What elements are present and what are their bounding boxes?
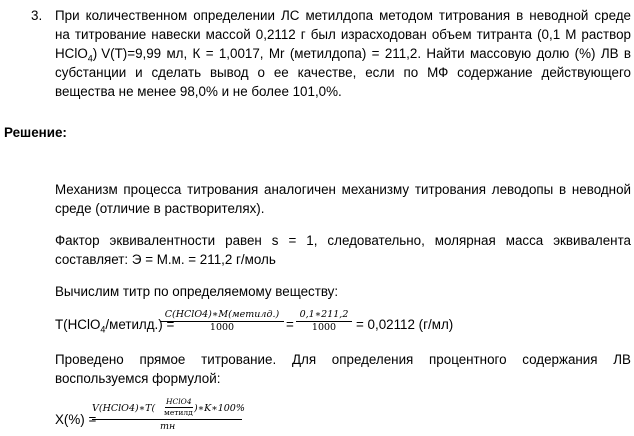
para4-line-2: воспользуемся формулой: xyxy=(55,371,221,386)
para3: Вычислим титр по определяемому веществу: xyxy=(55,284,339,299)
problem-number: 3. xyxy=(31,8,43,23)
para2-line-1: Фактор эквивалентности равен s = 1, следовательно, молярная масса эквивалента xyxy=(55,233,631,248)
percent-num-part1: V(HClO4)∗T( xyxy=(92,403,156,414)
titer-frac2-denominator: 1000 xyxy=(311,322,337,333)
problem-line-1: При количественном определении ЛС метилдопа методом титрования в неводной среде xyxy=(55,8,631,23)
titer-fraction-1 xyxy=(160,309,284,334)
problem-line-5: вещества не менее 98,0% и не более 101,0%. xyxy=(55,84,342,99)
hclo4-inline: HClO$_4$) xyxy=(55,46,98,64)
percent-lhs: X(%) = xyxy=(55,412,97,427)
problem-line-2: на титрование навески массой 0,2112 г был израсходован объем титранта (0,1 М раствор xyxy=(55,27,631,42)
percent-inner-denominator: метилд xyxy=(164,408,193,417)
titer-frac2-numerator: 0,1∗211,2 xyxy=(299,309,349,320)
solution-heading: Решение: xyxy=(4,125,67,140)
para2-line-2: составляет: Э = М.м. = 211,2 г/моль xyxy=(55,252,276,267)
percent-inner-numerator: HClO4 xyxy=(166,397,192,406)
para1-line-2: среде (отличие в растворителях). xyxy=(55,201,265,216)
problem-line-3 xyxy=(55,46,631,67)
titer-lhs: T(HClO$_4$/метилд.) = xyxy=(55,317,175,335)
titer-fraction-2 xyxy=(296,309,352,334)
titer-result: = 0,02112 (г/мл) xyxy=(356,317,454,332)
para1-line-1: Механизм процесса титрования аналогичен механизму титрования леводопы в неводной xyxy=(55,182,631,197)
para4-line-1: Проведено прямое титрование. Для определения процентного содержания ЛВ xyxy=(55,352,631,367)
problem-line-4: субстанции и сделать вывод о ее качестве, если по МФ содержание действующего xyxy=(55,65,631,80)
percent-main-bar xyxy=(92,419,242,420)
percent-numerator xyxy=(92,397,245,417)
titer-frac1-denominator: 1000 xyxy=(209,322,235,333)
percent-denominator: mн xyxy=(160,421,176,432)
titer-equals: = xyxy=(286,317,294,332)
problem-line-3-text: V(T)=9,99 мл, К = 1,0017, Мr (метилдопа) = 211,2. Найти массовую долю (%) ЛВ в xyxy=(101,46,631,61)
titer-frac1-numerator: C(HClO4)∗M(метилд.) xyxy=(164,309,280,320)
percent-num-part2: )∗K∗100% xyxy=(194,403,245,414)
